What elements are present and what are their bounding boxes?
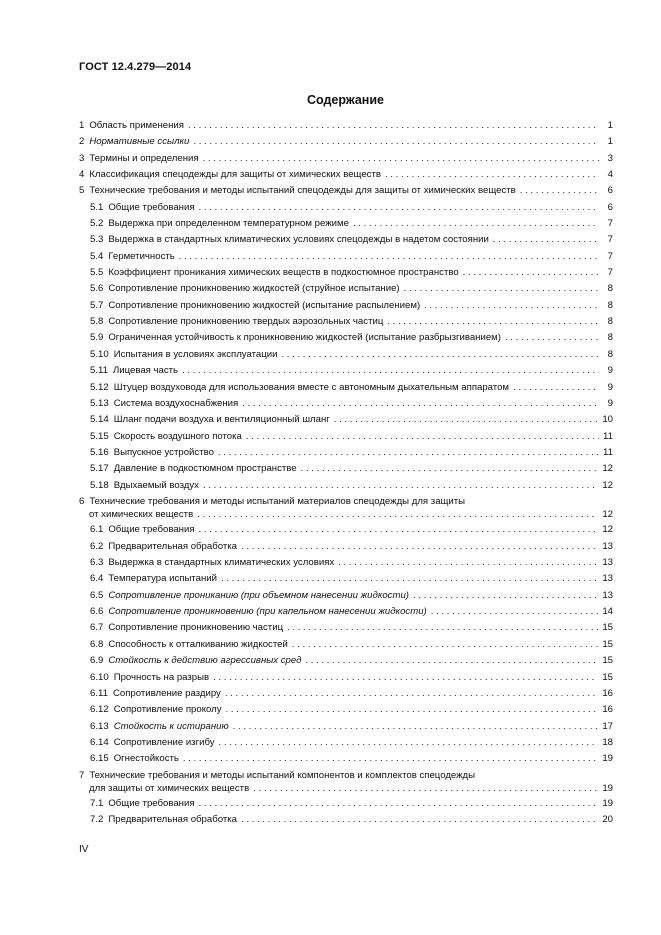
toc-entry[interactable] [79, 588, 613, 604]
toc-entry[interactable] [79, 735, 613, 751]
toc-entry-number: 4 [79, 169, 85, 181]
dot-leader [242, 396, 599, 412]
toc-entry-title: Герметичность [108, 250, 175, 262]
dot-leader [241, 812, 598, 828]
toc-entry-page: 8 [607, 316, 613, 328]
toc-entry-title: Лицевая часть [112, 365, 179, 377]
dot-leader [404, 281, 599, 297]
toc-entry-title: Вдыхаемый воздух [113, 479, 199, 491]
dot-leader [203, 478, 598, 494]
dot-leader [385, 167, 599, 183]
dot-leader [193, 134, 599, 150]
toc-entry-title: Коэффициент проникания химических веществ в подкостюмное пространство [108, 267, 459, 279]
toc-entry-6-line1[interactable]: 6 Технические требования и методы испытаний материалов спецодежды для защиты [79, 495, 466, 507]
toc-entry-title: Выпускное устройство [113, 446, 214, 458]
toc-entry-title: Система воздухоснабжения [113, 397, 239, 409]
toc-entry-page: 19 [602, 753, 613, 765]
toc-entry-page: 7 [607, 267, 613, 279]
dot-leader [287, 620, 598, 636]
toc-entry-page: 19 [602, 798, 613, 810]
toc-entry-page: 8 [607, 283, 613, 295]
toc-entry-title: Сопротивление проколу [113, 704, 222, 716]
toc-entry-number: 5.15 [90, 430, 109, 442]
dot-leader [225, 686, 598, 702]
toc-entry[interactable] [79, 167, 613, 183]
toc-entry-title: Сопротивление проникновению жидкостей (испытание распылением) [108, 299, 421, 311]
toc-entry-number: 5.4 [90, 250, 104, 262]
dot-leader [505, 330, 599, 346]
dot-leader [334, 412, 599, 428]
toc-entry-page: 16 [602, 704, 613, 716]
toc-entry[interactable] [79, 555, 613, 571]
toc-entry[interactable] [79, 232, 613, 248]
dot-leader [179, 249, 599, 265]
toc-entry[interactable] [79, 151, 613, 167]
dot-leader [513, 380, 599, 396]
dot-leader [199, 522, 599, 538]
toc-entry[interactable] [79, 281, 613, 297]
toc-entry-page: 12 [602, 463, 613, 475]
dot-leader [199, 200, 599, 216]
toc-entry-number: 6.6 [90, 606, 104, 618]
toc-entry-title: Нормативные ссылки [89, 136, 190, 148]
table-of-contents [79, 118, 613, 829]
toc-entry-title: Сопротивление проникновению (при капельном нанесении жидкости) [108, 606, 427, 618]
toc-entry[interactable] [79, 702, 613, 718]
toc-entry-number: 6.15 [90, 753, 109, 765]
toc-entry-number: 6.4 [90, 573, 104, 585]
dot-leader [213, 670, 598, 686]
toc-entry-title: Термины и определения [89, 152, 199, 164]
toc-entry-page: 8 [607, 348, 613, 360]
toc-entry-number: 5.13 [90, 397, 109, 409]
toc-entry-title: Сопротивление прониканию (при объемном нанесении жидкости) [108, 589, 410, 601]
toc-entry-title: Выдержка при определенном температурном режиме [108, 218, 349, 230]
toc-entry-number: 6.13 [90, 720, 109, 732]
toc-entry[interactable] [79, 670, 613, 686]
toc-entry-page: 15 [602, 638, 613, 650]
toc-entry-title: Сопротивление изгибу [113, 736, 215, 748]
toc-entry[interactable] [79, 653, 613, 669]
toc-entry-page: 3 [607, 152, 613, 164]
toc-entry-title: Штуцер воздуховода для использования вместе с автономным дыхательным аппаратом [113, 381, 510, 393]
document-header: ГОСТ 12.4.279—2014 [79, 61, 192, 73]
toc-entry-number: 5.10 [90, 348, 109, 360]
toc-entry[interactable] [79, 314, 613, 330]
toc-entry-number: 6.10 [90, 671, 109, 683]
toc-entry[interactable] [79, 461, 613, 477]
dot-leader [301, 461, 599, 477]
toc-entry[interactable] [79, 478, 613, 494]
toc-entry-number: 5 [79, 185, 85, 197]
toc-entry[interactable] [79, 412, 613, 428]
toc-entry[interactable] [79, 298, 613, 314]
toc-entry-number: 6.11 [90, 687, 108, 699]
toc-entry-page: 1 [607, 120, 613, 131]
toc-entry-page: 7 [607, 218, 613, 230]
dot-leader [413, 588, 598, 604]
toc-entry-title: Сопротивление проникновению твердых аэрозольных частиц [108, 316, 384, 328]
toc-entry-title: Скорость воздушного потока [113, 430, 242, 442]
toc-entry-6-line2[interactable]: от химических веществ . . . 12 [79, 508, 613, 523]
toc-entry-page: 6 [607, 201, 613, 213]
toc-entry[interactable] [79, 686, 613, 702]
toc-entry-number: 6.3 [90, 557, 104, 569]
toc-entry-number: 6.7 [90, 622, 104, 634]
toc-entry-page: 7 [607, 250, 613, 262]
dot-leader [203, 151, 599, 167]
dot-leader [246, 429, 599, 445]
toc-entry[interactable] [79, 539, 613, 555]
dot-leader [281, 347, 599, 363]
dot-leader [493, 232, 599, 248]
dot-leader [431, 604, 599, 620]
dot-leader [520, 183, 599, 199]
dot-leader [218, 445, 599, 461]
toc-entry[interactable] [79, 637, 613, 653]
toc-entry-number: 7.2 [90, 814, 104, 826]
toc-entry-page: 7 [607, 234, 613, 246]
toc-entry-title: Прочность на разрыв [113, 671, 210, 683]
toc-entry[interactable] [79, 265, 613, 281]
toc-entry-page: 8 [607, 332, 613, 344]
toc-entry-number: 5.9 [90, 332, 104, 344]
toc-entry-title: Общие требования [108, 798, 195, 810]
toc-entry[interactable] [79, 118, 613, 134]
toc-entry-7-line1[interactable]: 7 Технические требования и методы испытаний компонентов и комплектов спецодежды [79, 769, 476, 781]
toc-entry-page: 13 [602, 589, 613, 601]
toc-entry[interactable] [79, 249, 613, 265]
dot-leader [233, 719, 599, 735]
toc-entry-title: Сопротивление проникновению жидкостей (струйное испытание) [108, 283, 400, 295]
toc-entry-page: 18 [602, 736, 613, 748]
toc-entry-number: 7.1 [90, 798, 104, 810]
toc-entry-page: 9 [607, 365, 613, 377]
dot-leader [463, 265, 599, 281]
toc-entry-title: Область применения [89, 120, 184, 131]
toc-entry-number: 5.6 [90, 283, 104, 295]
toc-entry-number: 6.5 [90, 589, 104, 601]
toc-entry[interactable] [79, 216, 613, 232]
toc-entry[interactable] [79, 812, 613, 828]
toc-entry-page: 9 [607, 397, 613, 409]
toc-entry-page: 17 [602, 720, 613, 732]
toc-entry[interactable] [79, 200, 613, 216]
toc-entry-number: 2 [79, 136, 85, 148]
dot-leader [338, 555, 598, 571]
toc-entry-number: 6.9 [90, 655, 104, 667]
toc-entry-number: 5.16 [90, 446, 109, 458]
toc-entry-number: 1 [79, 120, 85, 131]
toc-entry[interactable] [79, 620, 613, 636]
toc-entry-number: 5.14 [90, 414, 109, 426]
toc-entry-title: Сопротивление проникновению частиц [108, 622, 284, 634]
toc-entry[interactable] [79, 445, 613, 461]
toc-entry-page: 15 [602, 671, 613, 683]
toc-entry[interactable] [79, 429, 613, 445]
toc-entry-page: 6 [607, 185, 613, 197]
toc-entry-page: 11 [603, 430, 613, 442]
dot-leader [183, 751, 598, 767]
dot-leader [199, 796, 599, 812]
toc-entry-number: 6.12 [90, 704, 109, 716]
toc-entry-number: 5.2 [90, 218, 104, 230]
toc-entry-page: 11 [603, 446, 613, 458]
toc-entry-title: Классификация спецодежды для защиты от химических веществ [89, 169, 381, 181]
page-title: Содержание [306, 93, 384, 107]
dot-leader [226, 702, 599, 718]
toc-entry-number: 5.8 [90, 316, 104, 328]
dot-leader [219, 735, 599, 751]
dot-leader [188, 118, 599, 134]
toc-entry-page: 13 [602, 540, 613, 552]
toc-entry-number: 5.17 [90, 463, 109, 475]
toc-entry[interactable] [79, 183, 613, 199]
toc-entry-title: Общие требования [108, 524, 195, 536]
toc-entry[interactable] [79, 134, 613, 150]
toc-entry-title: Выдержка в стандартных климатических условиях спецодежды в надетом состоянии [108, 234, 489, 246]
toc-entry-number: 5.3 [90, 234, 104, 246]
toc-entry-number: 6.14 [90, 736, 109, 748]
dot-leader [305, 653, 598, 669]
toc-entry-number: 6.1 [90, 524, 104, 536]
toc-entry-title: Сопротивление раздиру [112, 687, 221, 699]
toc-entry-page: 15 [602, 655, 613, 667]
toc-entry-number: 5.12 [90, 381, 109, 393]
toc-entry-number: 5.7 [90, 299, 104, 311]
toc-entry-page: 12 [602, 479, 613, 491]
toc-entry[interactable] [79, 751, 613, 767]
dot-leader [292, 637, 599, 653]
toc-entry-page: 14 [602, 606, 613, 618]
toc-entry-title: Температура испытаний [108, 573, 217, 585]
toc-entry[interactable] [79, 719, 613, 735]
toc-entry-title: Ограниченная устойчивость к проникновению жидкостей (испытание разбрызгиванием) [108, 332, 501, 344]
toc-entry-page: 15 [602, 622, 613, 634]
toc-entry-page: 13 [602, 573, 613, 585]
toc-entry-title: Давление в подкостюмном пространстве [113, 463, 297, 475]
toc-entry-number: 6.2 [90, 540, 104, 552]
toc-entry[interactable] [79, 571, 613, 587]
toc-entry-title: Испытания в условиях эксплуатации [113, 348, 278, 360]
dot-leader [241, 539, 598, 555]
toc-entry-page: 4 [607, 169, 613, 181]
toc-entry-page: 10 [602, 414, 613, 426]
toc-entry[interactable] [79, 396, 613, 412]
toc-entry[interactable] [79, 330, 613, 346]
toc-entry-page: 1 [607, 136, 613, 148]
toc-entry-number: 5.18 [90, 479, 109, 491]
toc-entry-title: Шланг подачи воздуха и вентиляционный шланг [113, 414, 330, 426]
toc-entry[interactable] [79, 604, 613, 620]
toc-entry-page: 12 [602, 524, 613, 536]
dot-leader [353, 216, 599, 232]
toc-entry-page: 9 [607, 381, 613, 393]
toc-entry-number: 6.8 [90, 638, 104, 650]
toc-entry-title: Общие требования [108, 201, 195, 213]
toc-entry-7-line2[interactable]: для защиты от химических веществ . . . 19 [79, 782, 613, 797]
toc-entry-number: 5.1 [90, 201, 104, 213]
dot-leader [387, 314, 599, 330]
toc-entry[interactable] [79, 363, 613, 379]
toc-entry[interactable] [79, 347, 613, 363]
toc-entry-title: Огнестойкость [113, 753, 179, 765]
toc-entry-number: 3 [79, 152, 85, 164]
toc-entry-title: Технические требования и методы испытаний спецодежды для защиты от химических веществ [89, 185, 516, 197]
toc-entry[interactable] [79, 796, 613, 812]
toc-entry[interactable] [79, 380, 613, 396]
toc-entry-title: Предварительная обработка [108, 814, 237, 826]
toc-entry-page: 16 [602, 687, 613, 699]
toc-entry-page: 20 [602, 814, 613, 826]
toc-entry-number: 5.11 [90, 365, 108, 377]
toc-entry-page: 8 [607, 299, 613, 311]
toc-entry-number: 5.5 [90, 267, 104, 279]
toc-entry-page: 13 [602, 557, 613, 569]
toc-entry[interactable] [79, 522, 613, 538]
toc-entry-title: Способность к отталкиванию жидкостей [108, 638, 288, 650]
toc-entry-title: Стойкость к истиранию [113, 720, 229, 732]
toc-entry-title: Выдержка в стандартных климатических условиях [108, 557, 335, 569]
dot-leader [424, 298, 599, 314]
toc-entry-title: Предварительная обработка [108, 540, 237, 552]
dot-leader [182, 363, 599, 379]
dot-leader [221, 571, 598, 587]
toc-entry-title: Стойкость к действию агрессивных сред [108, 655, 302, 667]
page-number: IV [79, 844, 89, 855]
